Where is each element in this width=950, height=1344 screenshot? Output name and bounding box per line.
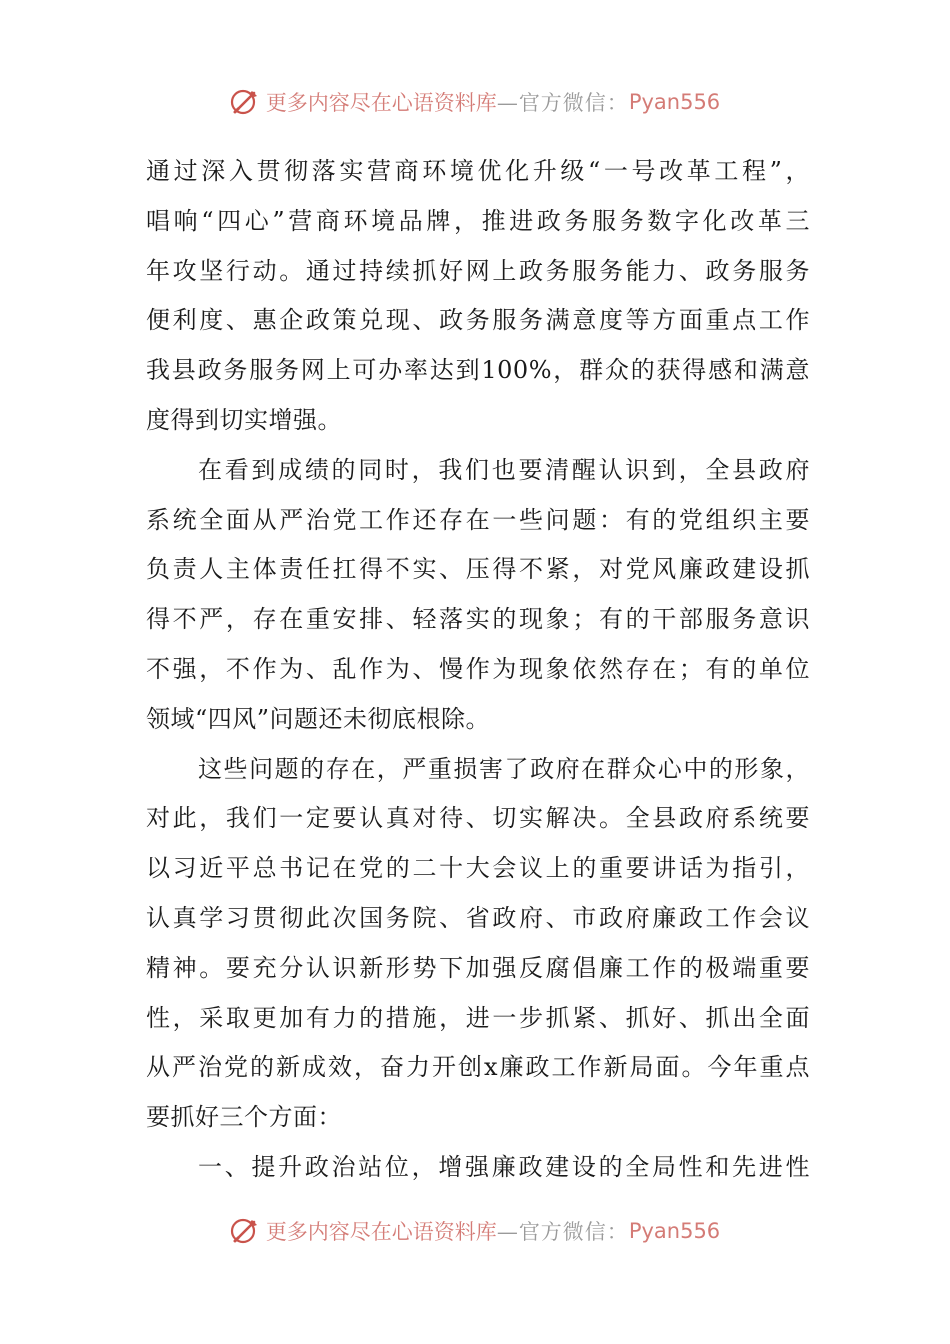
- text-line: 这些问题的存在，严重损害了政府在群众心中的形象，: [198, 754, 810, 783]
- pen-logo-icon: [230, 87, 260, 117]
- text-line: 认真学习贯彻此次国务院、省政府、市政府廉政工作会议: [146, 903, 810, 932]
- watermark-text-id: Pyan556: [628, 90, 721, 114]
- text-line: 从严治党的新成效，奋力开创x廉政工作新局面。今年重点: [146, 1053, 810, 1082]
- pen-logo-icon: [230, 1216, 260, 1246]
- text-line: 不强，不作为、乱作为、慢作为现象依然存在；有的单位: [146, 654, 810, 683]
- footer-watermark: [0, 1211, 950, 1251]
- text-line: 度得到切实增强。: [146, 405, 342, 434]
- text-line: 年攻坚行动。通过持续抓好网上政务服务能力、政务服务: [146, 256, 810, 285]
- text-line: 要抓好三个方面：: [146, 1103, 342, 1132]
- text-line: 性，采取更加有力的措施，进一步抓紧、抓好、抓出全面: [146, 1003, 810, 1032]
- header-watermark: [0, 82, 950, 122]
- watermark-text-main: 更多内容尽在心语资料库: [265, 1220, 497, 1244]
- text-line: 以习近平总书记在党的二十大会议上的重要讲话为指引，: [146, 854, 810, 883]
- text-line: 得不严，存在重安排、轻落实的现象；有的干部服务意识: [146, 605, 810, 634]
- watermark-text-id: Pyan556: [628, 1219, 721, 1243]
- text-line: 便利度、惠企政策兑现、政务服务满意度等方面重点工作: [146, 306, 810, 335]
- text-line: 通过深入贯彻落实营商环境优化升级“一号改革工程”，: [146, 157, 810, 185]
- text-line: 领域“四风”问题还未彻底根除。: [146, 704, 491, 733]
- text-line: 精神。要充分认识新形势下加强反腐倡廉工作的极端重要: [146, 953, 810, 982]
- text-line: 负责人主体责任扛得不实、压得不紧，对党风廉政建设抓: [146, 555, 810, 584]
- watermark-text-wechat: —官方微信：: [496, 91, 629, 115]
- text-line: 唱响“四心”营商环境品牌，推进政务服务数字化改革三: [146, 206, 810, 235]
- watermark-text-wechat: —官方微信：: [496, 1220, 629, 1244]
- watermark-text-main: 更多内容尽在心语资料库: [265, 91, 497, 115]
- section-heading: 一、提升政治站位，增强廉政建设的全局性和先进性: [198, 1152, 810, 1181]
- text-line: 在看到成绩的同时，我们也要清醒认识到，全县政府: [198, 455, 810, 484]
- text-line: 对此，我们一定要认真对待、切实解决。全县政府系统要: [146, 804, 810, 833]
- text-line: 我县政务服务网上可办率达到100%，群众的获得感和满意: [146, 356, 810, 385]
- document-body: [146, 147, 810, 1193]
- text-line: 系统全面从严治党工作还存在一些问题：有的党组织主要: [146, 505, 810, 534]
